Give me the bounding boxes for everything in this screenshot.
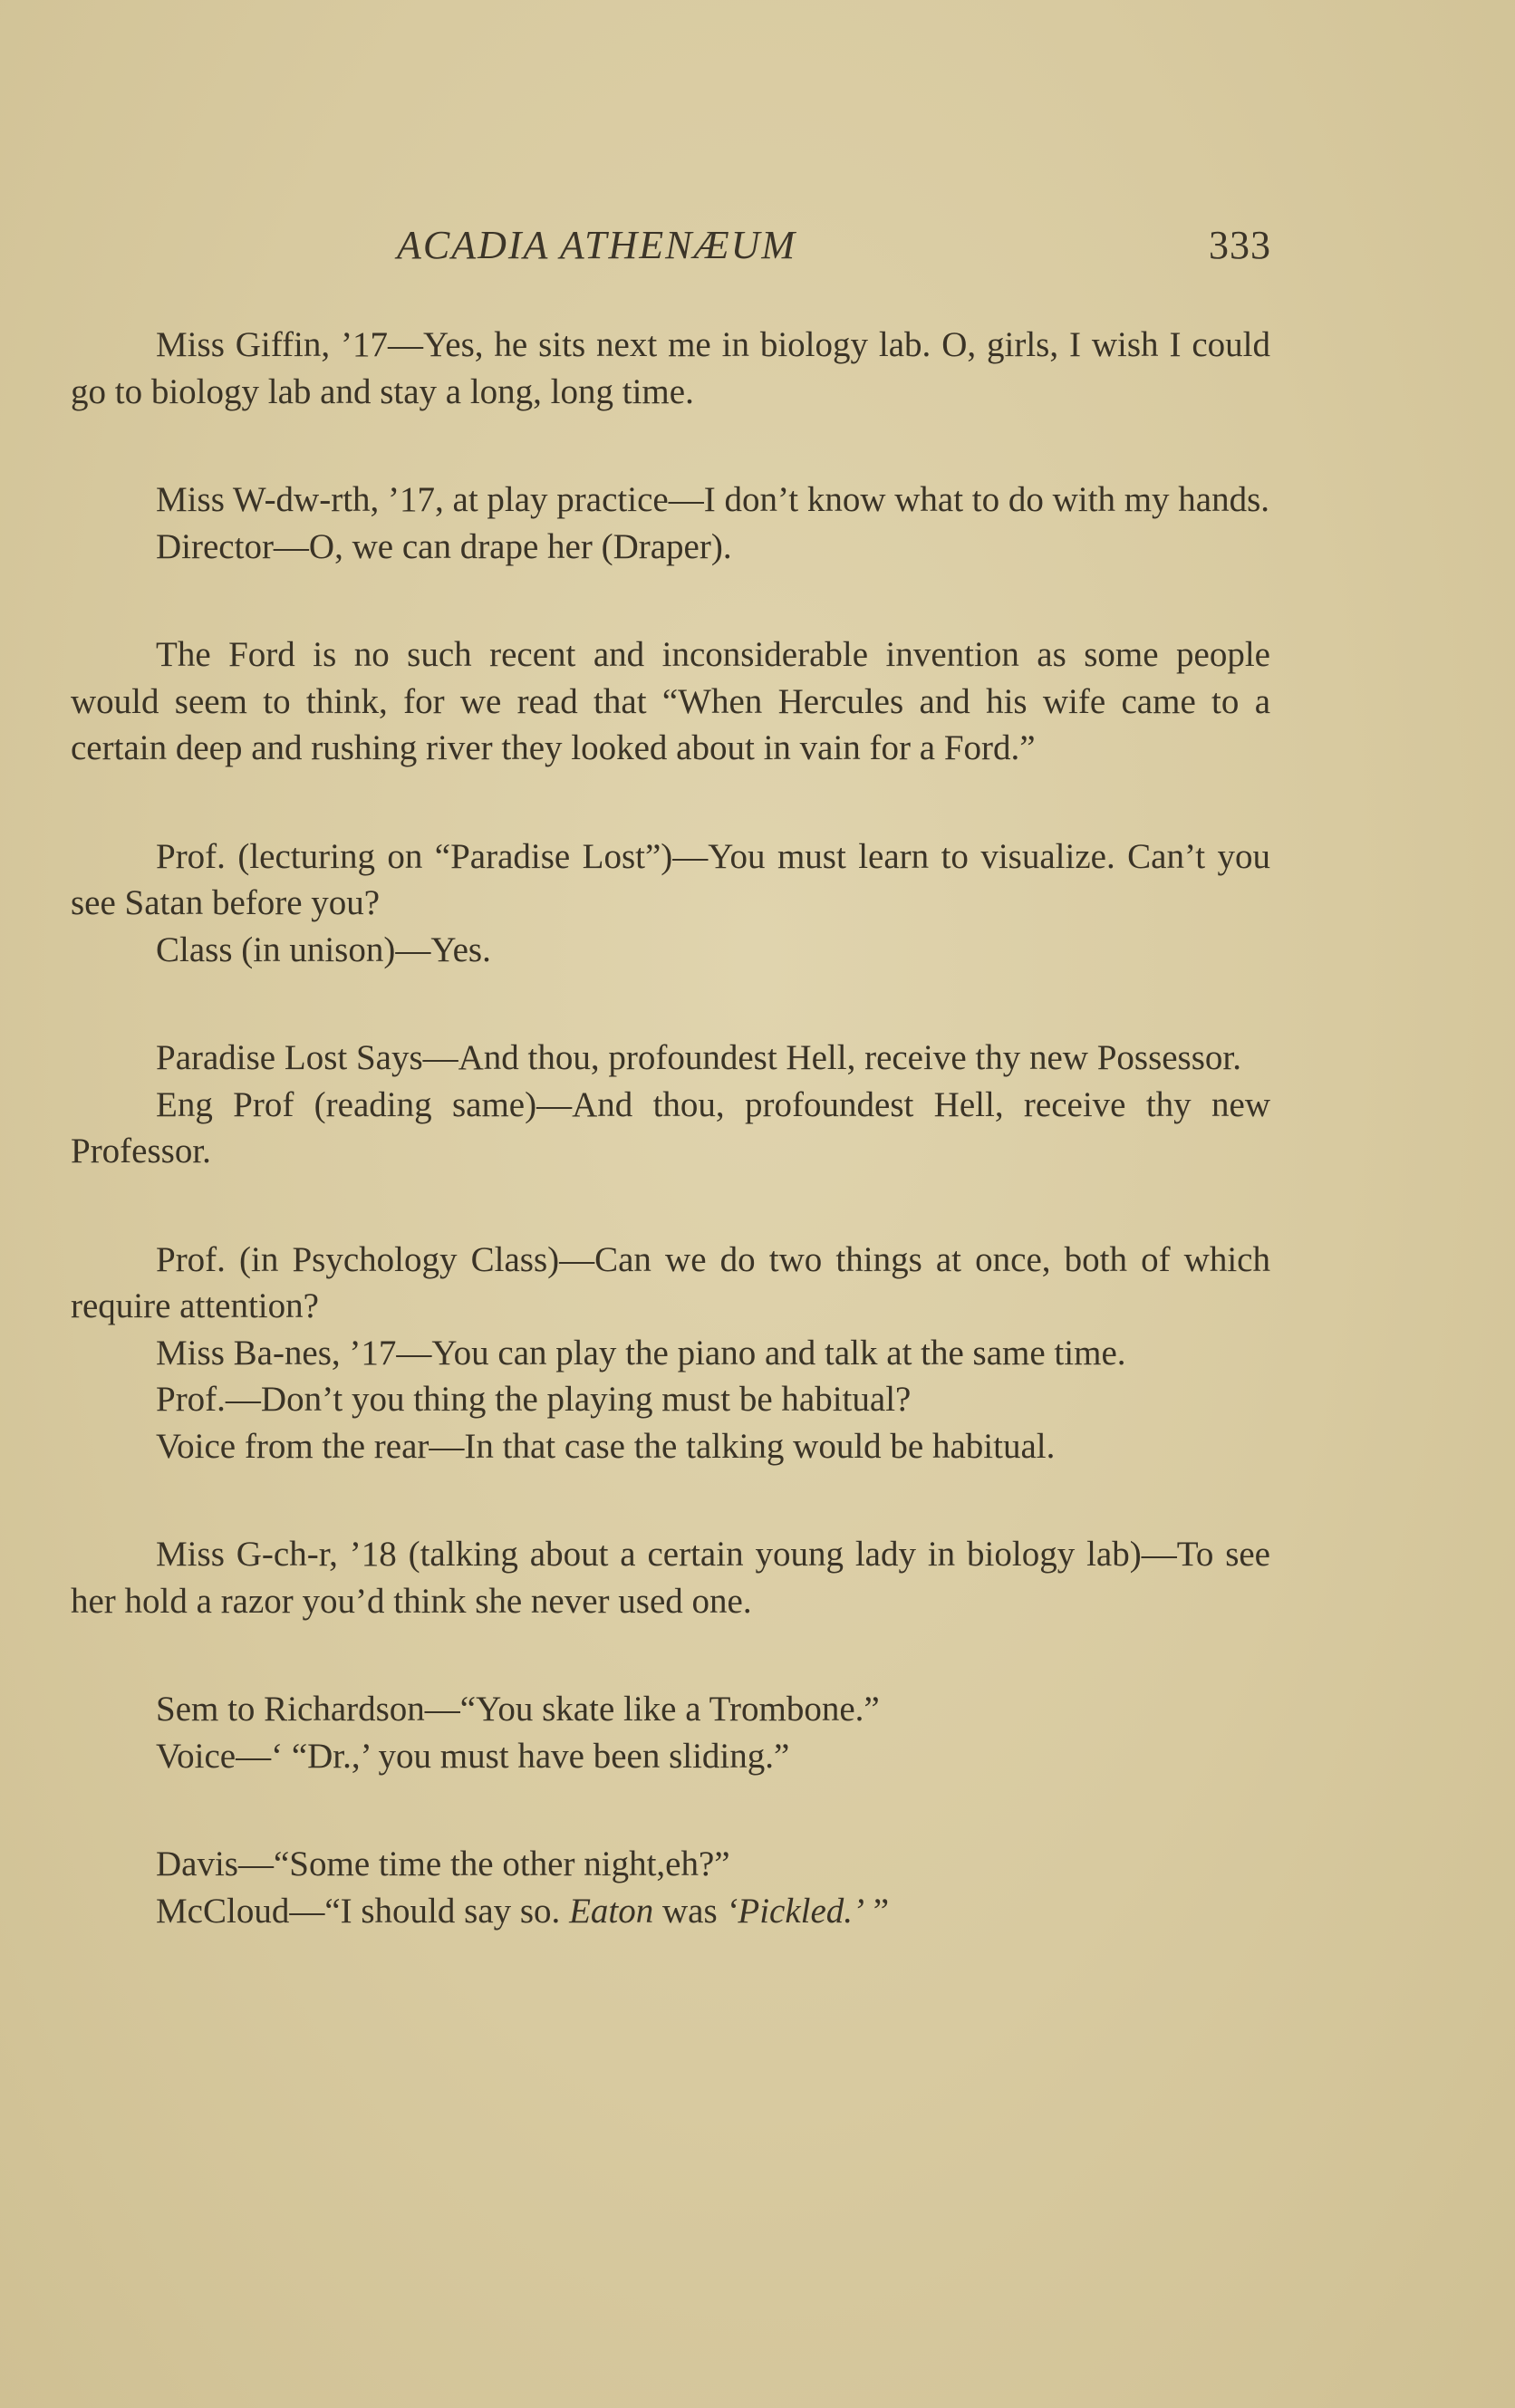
- text-run: McCloud—“I should say so.: [156, 1891, 570, 1931]
- paragraph: Miss Ba-nes, ’17—You can play the piano and talk at the same time.: [156, 1333, 1126, 1373]
- paragraph: Miss W-dw-rth, ’17, at play practice—I don’t know what to do with my hands.: [156, 480, 1270, 519]
- paragraph: Prof. (lecturing on “Paradise Lost”)—You must learn to visualize. Can’t you see Satan before you?: [71, 836, 1270, 922]
- joke-entry-giffin: [71, 322, 1270, 415]
- paragraph: Sem to Richardson—“You skate like a Trombone.”: [156, 1690, 880, 1729]
- joke-entry-razor: [71, 1531, 1270, 1624]
- joke-entry-draper: [71, 477, 1270, 570]
- journal-title: ACADIA ATHENÆUM: [397, 223, 797, 267]
- paragraph: Class (in unison)—Yes.: [156, 929, 491, 969]
- paragraph: Prof. (in Psychology Class)—Can we do two things at once, both of which require attention?: [71, 1239, 1270, 1325]
- joke-entry-trombone: [71, 1686, 1270, 1779]
- paragraph: Eng Prof (reading same)—And thou, profoundest Hell, receive thy new Professor.: [71, 1084, 1270, 1170]
- paragraph: Miss Giffin, ’17—Yes, he sits next me in biology lab. O, girls, I wish I could go to biology lab and stay a long, long time.: [71, 325, 1270, 411]
- page-number: 333: [1209, 223, 1271, 267]
- paragraph: Voice—‘ “Dr.,’ you must have been sliding.”: [156, 1736, 790, 1776]
- text-run: was: [653, 1891, 727, 1931]
- italic-word: ‘Pickled.’: [726, 1891, 865, 1931]
- joke-entry-psychology: [71, 1237, 1270, 1470]
- paragraph: Miss G-ch-r, ’18 (talking about a certain young lady in biology lab)—To see her hold a razor you’d think she never used one.: [71, 1535, 1270, 1621]
- joke-entry-pickled: [71, 1841, 1270, 1934]
- paragraph: Voice from the rear—In that case the talking would be habitual.: [156, 1426, 1056, 1466]
- text-run: ”: [864, 1891, 890, 1931]
- paragraph: Director—O, we can drape her (Draper).: [156, 526, 732, 566]
- paragraph: The Ford is no such recent and inconsiderable invention as some people would seem to think, for we read that “When Hercules and his wife came to a certain deep and rushing river they looked about in vain for a Ford.”: [71, 635, 1270, 767]
- joke-entry-ford: [71, 631, 1270, 772]
- body-text: [71, 322, 1270, 1996]
- paragraph: Prof.—Don’t you thing the playing must be habitual?: [156, 1380, 912, 1419]
- running-head: [0, 222, 1515, 276]
- paragraph: Paradise Lost Says—And thou, profoundest Hell, receive thy new Possessor.: [156, 1038, 1241, 1077]
- paragraph-final: [71, 1888, 1270, 1935]
- paragraph: Davis—“Some time the other night,eh?”: [156, 1845, 730, 1883]
- italic-name: Eaton: [569, 1891, 654, 1931]
- joke-entry-paradise-lost-satan: [71, 833, 1270, 974]
- joke-entry-possessor: [71, 1035, 1270, 1175]
